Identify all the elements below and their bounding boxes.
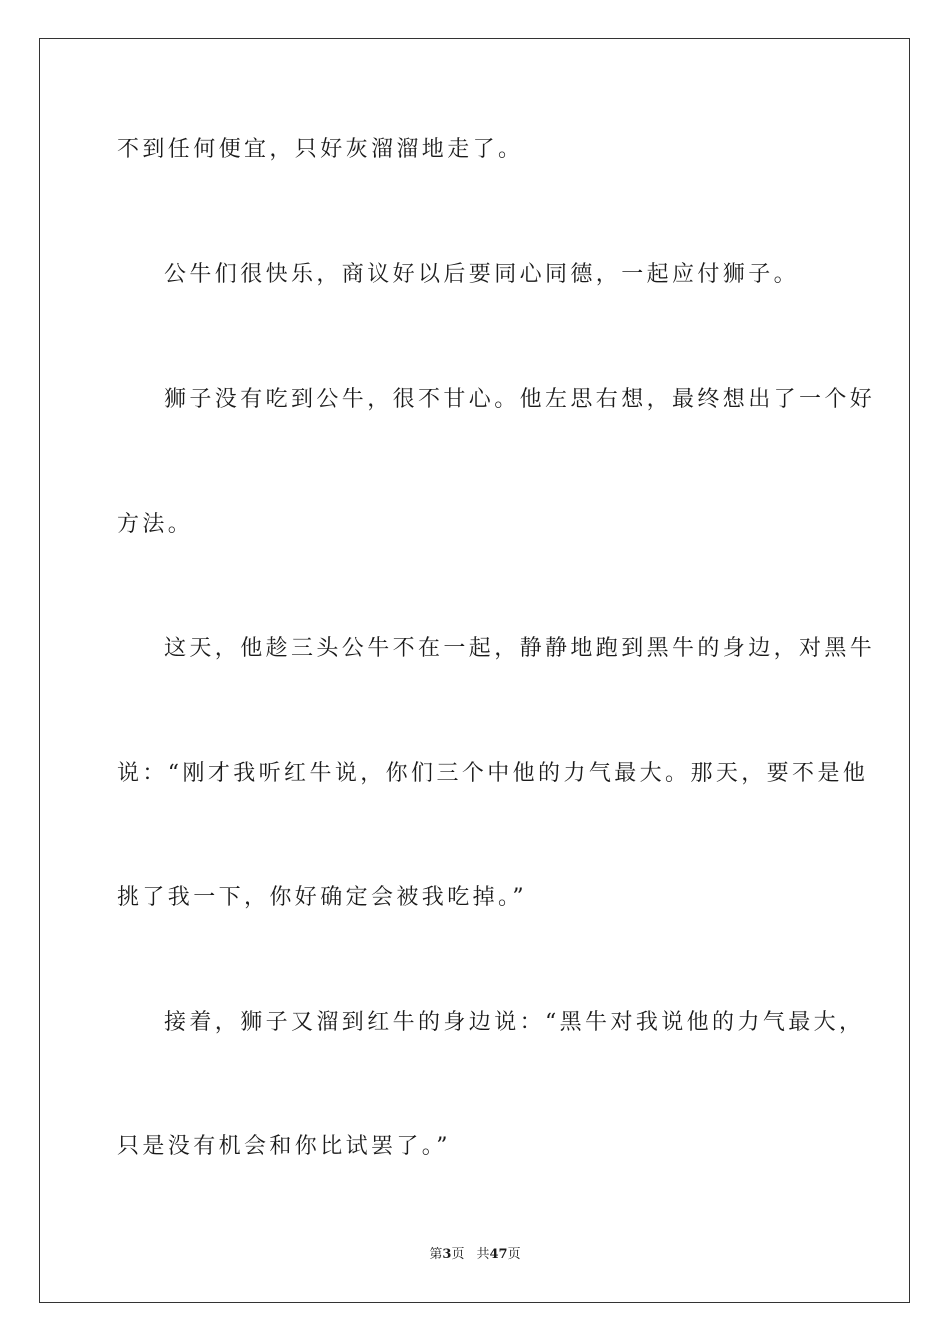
text-line: 方法。: [117, 512, 194, 537]
text-line: 挑了我一下，你好确定会被我吃掉。”: [117, 885, 528, 910]
paragraph-first-line: 狮子没有吃到公牛，很不甘心。他左思右想，最终想出了一个好: [164, 387, 876, 412]
paragraph-first-line: 公牛们很快乐，商议好以后要同心同德，一起应付狮子。: [164, 262, 800, 287]
total-prefix: 共: [476, 1247, 490, 1262]
total-pages: 47: [489, 1247, 508, 1262]
text-line: 不到任何便宜，只好灰溜溜地走了。: [117, 137, 524, 162]
text-line: 说：“刚才我听红牛说，你们三个中他的力气最大。那天，要不是他: [117, 761, 869, 786]
page-suffix: 页: [451, 1247, 465, 1262]
text-line: 只是没有机会和你比试罢了。”: [117, 1134, 451, 1159]
page-prefix: 第: [429, 1247, 443, 1262]
paragraph-first-line: 这天，他趁三头公牛不在一起，静静地跑到黑牛的身边，对黑牛: [164, 636, 876, 661]
page-footer: [0, 1246, 950, 1264]
page-number: 3: [442, 1247, 452, 1262]
total-suffix: 页: [507, 1247, 521, 1262]
paragraph-first-line: 接着，狮子又溜到红牛的身边说：“黑牛对我说他的力气最大，: [164, 1010, 865, 1035]
page-border: [39, 38, 910, 1303]
